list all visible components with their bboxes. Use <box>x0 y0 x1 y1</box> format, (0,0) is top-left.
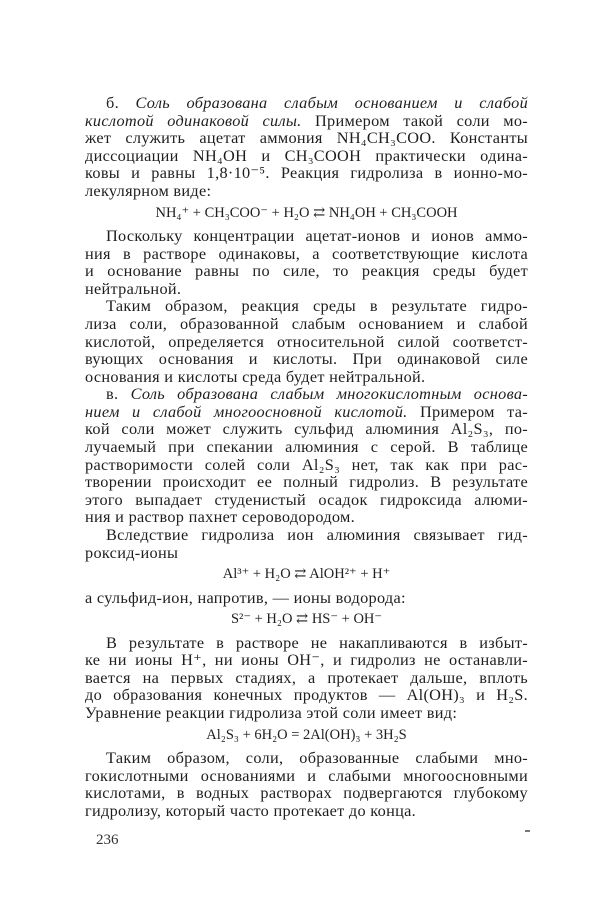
text-line <box>85 420 528 438</box>
text-segment: ния и раствор пахнет сероводородом. <box>85 507 356 527</box>
text-segment: роксид-ионы <box>85 542 179 562</box>
italic-text: Соль образована слабым основанием и слабой <box>135 93 529 112</box>
text-segment: Поскольку концентрации ацетат-ионов и ионов аммо- <box>106 225 528 245</box>
text-line <box>85 456 528 474</box>
text-segment: основания и кислоты среда будет нейтральной. <box>85 366 426 386</box>
text-line <box>85 182 528 200</box>
text-line <box>85 802 528 820</box>
italic-text: нием и слабой многоосновной кислотой. <box>85 401 408 421</box>
text-segment: В результате в растворе не накапливаются в избыт- <box>106 632 528 652</box>
text-line <box>85 403 528 421</box>
text-line <box>85 94 528 112</box>
text-line <box>85 508 528 526</box>
text-segment: Примером та- <box>407 401 529 421</box>
text-line <box>85 245 528 263</box>
text-line <box>85 385 528 403</box>
text-line <box>85 350 528 368</box>
text-line <box>85 297 528 315</box>
text-line <box>85 669 528 687</box>
text-segment: б. <box>106 93 136 112</box>
text-segment: Таким образом, реакция среды в результате гидро- <box>106 296 528 316</box>
text-line <box>85 634 528 652</box>
text-segment: Вследствие гидролиза ион алюминия связывает гид- <box>106 525 528 545</box>
text-line <box>85 526 528 544</box>
text-segment: ке ни ионы H⁺, ни ионы OH⁻, и гидролиз не останавли- <box>85 650 528 670</box>
text-line <box>85 368 528 386</box>
text-segment: нейтральной. <box>85 278 182 298</box>
text-line <box>85 227 528 245</box>
text-line <box>85 112 528 130</box>
text-segment: Таким образом, соли, образованные слабыми мно- <box>106 747 528 767</box>
text-line <box>85 491 528 509</box>
text-segment: S²⁻ + H₂O ⇄ HS⁻ + OH⁻ <box>230 611 383 628</box>
text-segment: Al₂S₃ + 6H₂O = 2Al(OH)₃ + 3H₂S <box>206 726 407 743</box>
text-segment: Примером такой соли мо- <box>301 110 528 130</box>
text-segment: ковы и равны 1,8·10⁻⁵. Реакция гидролиза в ионно-мо- <box>85 163 528 183</box>
text-line <box>85 129 528 147</box>
text-segment: лекулярном виде: <box>85 180 212 200</box>
text-segment: творении происходит ее полный гидролиз. В результате <box>85 472 528 492</box>
chemical-equation <box>85 606 528 633</box>
text-line <box>85 147 528 165</box>
text-line <box>85 333 528 351</box>
text-segment: жет служить ацетат аммония NH₄CH₃COO. Константы <box>85 128 528 148</box>
text-line <box>85 438 528 456</box>
text-line <box>85 280 528 298</box>
text-line <box>85 315 528 333</box>
text-segment: вается на первых стадиях, а протекает дальше, вплоть <box>85 667 528 687</box>
text-line <box>85 544 528 562</box>
text-line <box>85 262 528 280</box>
text-segment: ния в растворе одинаковы, а соответствующие кислота <box>85 243 528 263</box>
text-line <box>85 164 528 182</box>
text-line <box>85 704 528 722</box>
text-segment: лиза соли, образованной слабым основанием и слабой <box>85 313 528 333</box>
text-segment: гокислотными основаниями и слабыми многоосновными <box>85 765 528 785</box>
page-number: 236 <box>96 832 119 848</box>
text-line <box>85 473 528 491</box>
text-segment: кислотами, в водных растворах подвергаются глубокому <box>85 783 528 803</box>
text-segment: этого выпадает студенистый осадок гидроксида алюми- <box>85 489 528 509</box>
text-segment: кислотой, определяется относительной силой соответст- <box>85 331 528 351</box>
text-segment: NH₄⁺ + CH₃COO⁻ + H₂O ⇄ NH₄OH + CH₃COOH <box>155 204 458 221</box>
text-segment: Al³⁺ + H₂O ⇄ AlOH²⁺ + H⁺ <box>222 566 391 583</box>
text-segment: растворимости солей соли Al₂S₃ нет, так как при рас- <box>85 454 528 474</box>
text-segment: вующих основания и кислоты. При одинаковой силе <box>85 349 528 369</box>
text-line <box>85 749 528 767</box>
text-line <box>85 589 528 607</box>
chemical-equation <box>85 561 528 588</box>
text-segment: Уравнение реакции гидролиза этой соли имеет вид: <box>85 702 458 722</box>
text-segment: гидролизу, который часто протекает до конца. <box>85 800 417 820</box>
chemical-equation <box>85 722 528 749</box>
text-segment: лучаемый при спекании алюминия с серой. В таблице <box>85 437 528 457</box>
text-segment: кой соли может служить сульфид алюминия Al₂S₃, по- <box>85 419 528 439</box>
page-body <box>85 94 528 819</box>
text-segment: а сульфид-ион, напротив, — ионы водорода: <box>85 587 406 607</box>
text-segment: диссоциации NH₄OH и CH₃COOH практически одина- <box>85 145 528 165</box>
text-line <box>85 784 528 802</box>
text-line <box>85 651 528 669</box>
italic-text: Соль образована слабым многокислотным основа- <box>130 384 528 404</box>
text-line <box>85 686 528 704</box>
italic-text: кислотой одинаковой силы. <box>85 110 302 130</box>
scan-speck <box>525 830 530 832</box>
text-segment: до образования конечных продуктов — Al(OH)₃ и H₂S. <box>85 685 528 705</box>
text-segment: в. <box>106 384 131 404</box>
chemical-equation <box>85 200 528 227</box>
text-line <box>85 767 528 785</box>
text-segment: и основание равны по силе, то реакция среды будет <box>85 261 528 281</box>
